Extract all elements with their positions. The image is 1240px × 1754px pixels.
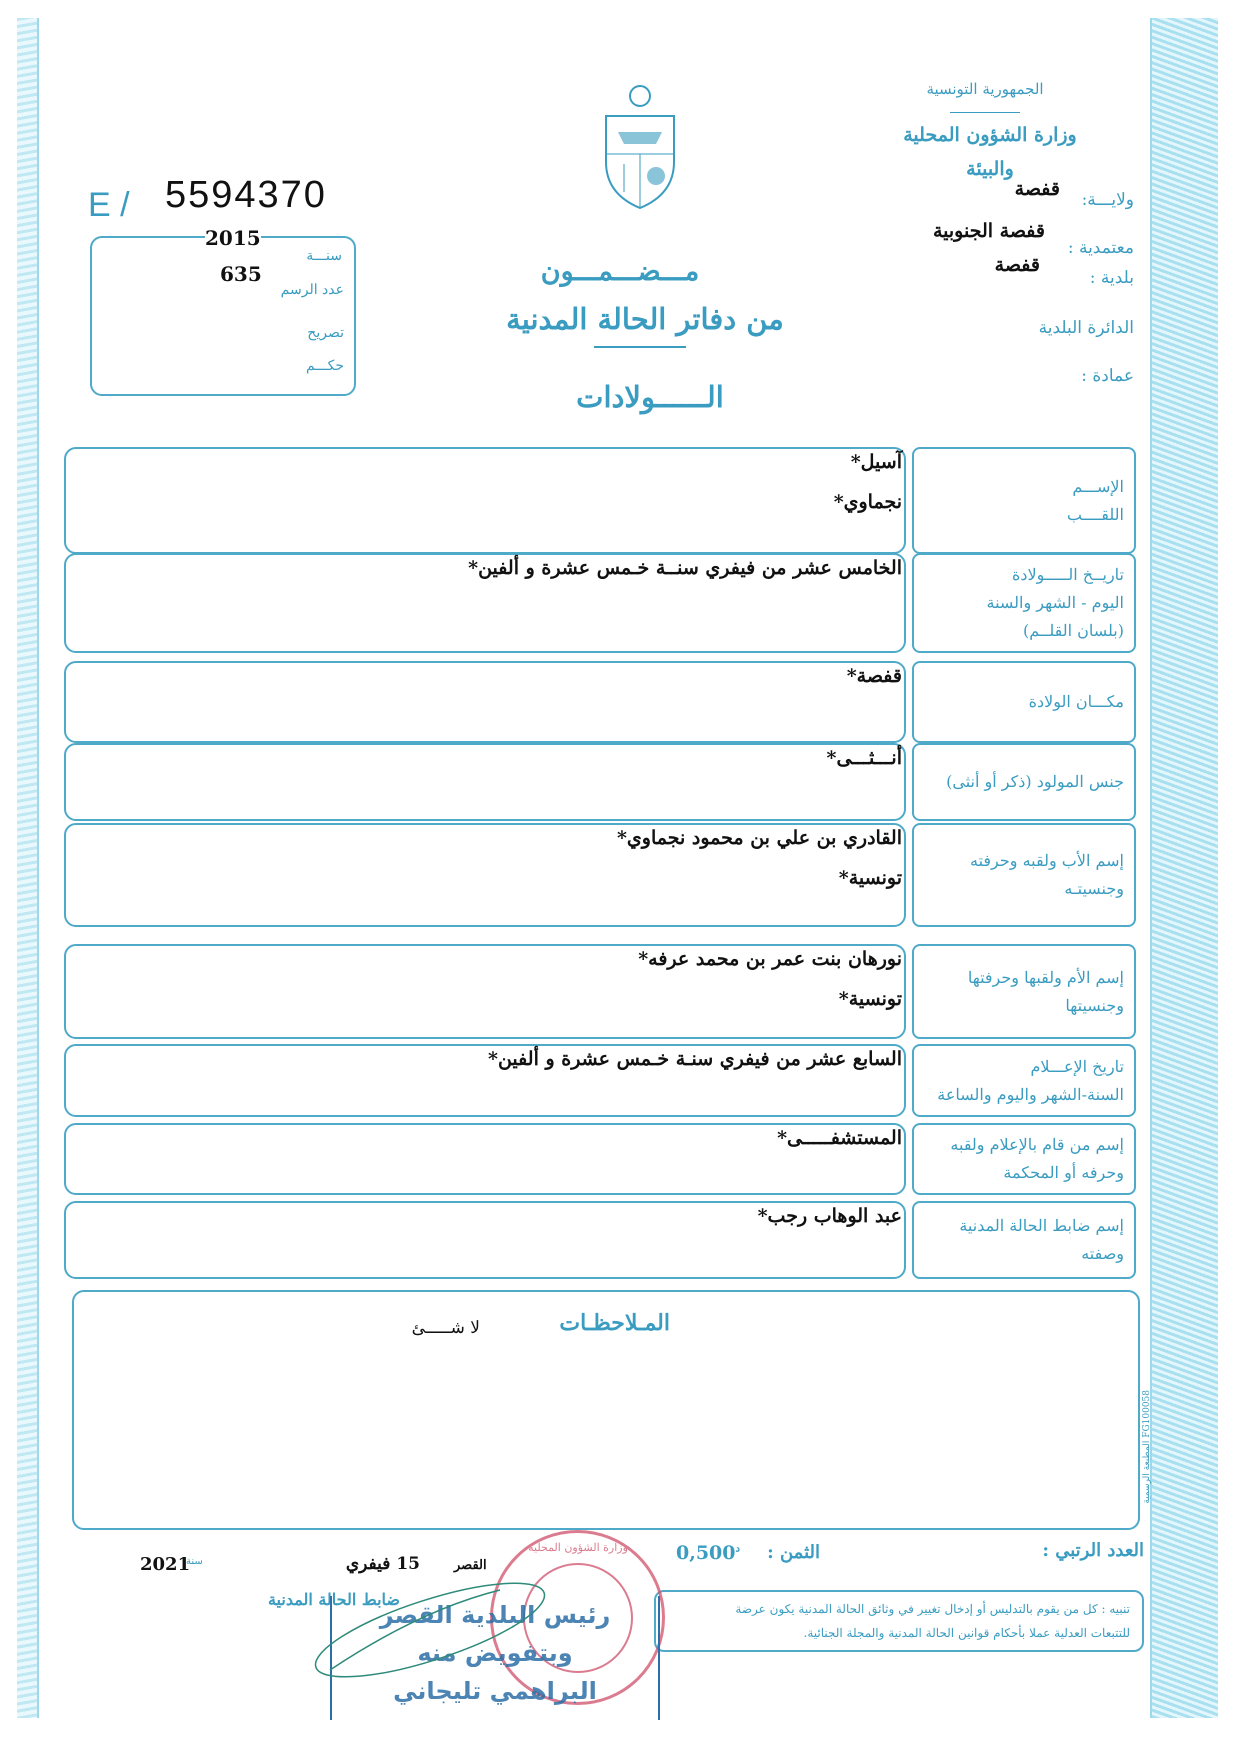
district-label: الدائرة البلدية bbox=[1038, 318, 1134, 338]
warning-box bbox=[654, 1590, 1144, 1652]
declarant-value: المستشفـــــى* bbox=[777, 1127, 902, 1149]
civil-officer-label-box bbox=[912, 1201, 1136, 1279]
place-value: القصر bbox=[454, 1558, 487, 1573]
stamp-line-2: وبتفويض منه bbox=[417, 1639, 573, 1667]
delegation-value: قفصة الجنوبية bbox=[932, 220, 1045, 242]
mother-label: إسم الأم ولقبها وحرفتها bbox=[967, 967, 1124, 987]
birth-date-label: اليوم - الشهر والسنة bbox=[986, 593, 1124, 612]
birth-date-label: (بلسان القلــم) bbox=[1023, 621, 1124, 640]
governorate-label: ولايـــة: bbox=[1081, 190, 1134, 210]
declarant-label: وحرفه أو المحكمة bbox=[1003, 1163, 1124, 1182]
governorate-value: قفصة bbox=[1014, 178, 1060, 200]
mother-value: نورهان بنت عمر بن محمد عرفه* bbox=[638, 948, 902, 970]
title-summary: مـــضـــمـــون bbox=[540, 256, 700, 287]
judgment-label: حكـــم bbox=[305, 358, 344, 374]
birth-place-value: قفصة* bbox=[846, 665, 902, 687]
ministry-label-2: والبيئة bbox=[966, 158, 1014, 180]
price-label: الثمن : bbox=[767, 1542, 820, 1563]
declaration-date-value: السابع عشر من فيفري سنـة خـمس عشرة و ألفين* bbox=[488, 1048, 902, 1070]
date-value: 15 فيفري bbox=[345, 1554, 420, 1574]
officer-label: ضابط الحالة المدنية bbox=[267, 1590, 400, 1609]
name-surname-value: نجماوي* bbox=[833, 491, 902, 513]
serial-number: 5594370 bbox=[165, 174, 327, 216]
declaration-date-label-box bbox=[912, 1044, 1136, 1117]
stamp-line-3: البراهمي تليجاني bbox=[393, 1677, 597, 1705]
declaration-date-label: تاريخ الإعـــلام bbox=[1030, 1056, 1124, 1076]
act-number-value: 635 bbox=[220, 262, 262, 286]
price-amount: 0,500 bbox=[676, 1542, 736, 1564]
registry-year-value: 2015 bbox=[205, 226, 261, 250]
printer-mark: المطبعة الرسمية FG100058 bbox=[1142, 1390, 1152, 1504]
civil-officer-label: وصفته bbox=[1081, 1244, 1124, 1263]
birth-date-value: الخامس عشر من فيفري سنــة خـمس عشرة و ألفين* bbox=[468, 557, 902, 579]
decorative-border-left bbox=[17, 18, 39, 1718]
tunisia-coat-of-arms-icon bbox=[600, 82, 680, 212]
name-surname-value: آسيل* bbox=[850, 451, 902, 473]
sex-label: جنس المولود (ذكر أو أنثى) bbox=[946, 772, 1124, 791]
father-label-box bbox=[912, 823, 1136, 927]
title-underline bbox=[594, 346, 686, 348]
delegation-label: معتمدية : bbox=[1067, 238, 1134, 258]
remarks-value: لا شـــــئ bbox=[411, 1318, 480, 1338]
title-civil-registry: من دفاتر الحالة المدنية bbox=[506, 302, 784, 336]
name-surname-label-box bbox=[912, 447, 1136, 554]
mother-value: تونسية* bbox=[838, 988, 902, 1010]
price-value bbox=[676, 1542, 740, 1564]
stamp-line-1: رئيس البلدية القصر bbox=[379, 1601, 611, 1629]
name-surname-label: الإســـم bbox=[1072, 476, 1124, 496]
registry-year-label: سنـــة bbox=[306, 248, 342, 264]
republic-label: الجمهورية التونسية bbox=[926, 80, 1044, 98]
declarant-label-box bbox=[912, 1123, 1136, 1195]
civil-officer-value: عبد الوهاب رجب* bbox=[757, 1205, 902, 1227]
municipality-value: قفصة bbox=[994, 254, 1040, 276]
birth-place-label: مكـــان الولادة bbox=[1028, 692, 1124, 711]
act-number-label: عدد الرسم bbox=[280, 282, 344, 298]
serial-number-label: العدد الرتبي : bbox=[1042, 1540, 1144, 1561]
ministry-label: وزارة الشؤون المحلية bbox=[903, 124, 1077, 146]
divider bbox=[950, 112, 1020, 113]
currency: د bbox=[735, 1543, 740, 1555]
sector-label: عمادة : bbox=[1081, 366, 1134, 386]
year-label: سنة bbox=[186, 1556, 203, 1567]
warning-line-2: للتتبعات العدلية عملا بأحكام قوانين الحالة المدنية والمجلة الجنائية. bbox=[803, 1626, 1130, 1640]
municipality-label: بلدية : bbox=[1089, 268, 1134, 288]
signature-icon bbox=[300, 1570, 560, 1700]
warning-line-1: تنبيه : كل من يقوم بالتدليس أو إدخال تغيير في وثائق الحالة المدنية يكون عرضة bbox=[735, 1602, 1130, 1616]
declarant-label: إسم من قام بالإعلام ولقبه bbox=[950, 1135, 1124, 1154]
name-surname-label: اللقــــب bbox=[1066, 504, 1124, 524]
father-value: القادري بن علي بن محمود نجماوي* bbox=[616, 827, 902, 849]
father-label: إسم الأب ولقبه وحرفته bbox=[970, 851, 1124, 870]
civil-officer-label: إسم ضابط الحالة المدنية bbox=[959, 1216, 1124, 1235]
sex-value: أنـــثـــى* bbox=[826, 747, 902, 769]
birth-date-label: تاريــخ الـــــولادة bbox=[1012, 565, 1124, 584]
declaration-date-label: السنة-الشهر واليوم والساعة bbox=[937, 1084, 1124, 1104]
seal-text: وزارة الشؤون المحلية bbox=[528, 1541, 628, 1554]
remarks-label: المـلاحظـات bbox=[559, 1310, 670, 1336]
mother-label-box bbox=[912, 944, 1136, 1039]
declaration-label: تصريح bbox=[307, 325, 344, 341]
father-value: تونسية* bbox=[838, 867, 902, 889]
title-births: الــــــولادات bbox=[576, 380, 724, 414]
mother-label: وجنسيتها bbox=[1065, 995, 1124, 1015]
father-label: وجنسيتـه bbox=[1064, 879, 1124, 898]
year-value: 2021 bbox=[140, 1554, 191, 1575]
serial-prefix: E / bbox=[88, 186, 130, 224]
decorative-border-right bbox=[1150, 18, 1218, 1718]
